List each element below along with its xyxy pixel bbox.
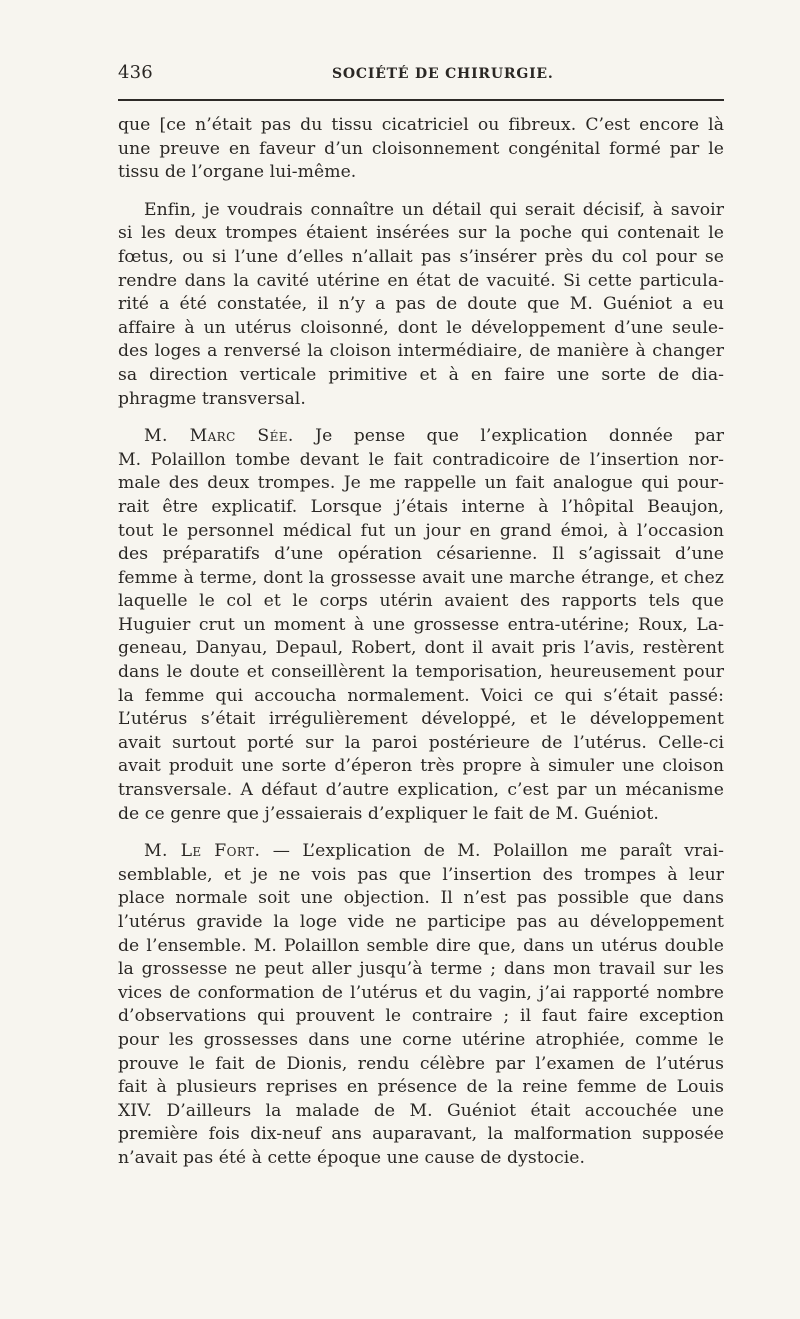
running-head: SOCIÉTÉ DE CHIRURGIE. (332, 66, 554, 82)
paragraph-line: fait à plusieurs reprises en présence de la reine femme de Louis (118, 1077, 724, 1098)
paragraph-line: de ce genre que j’essaierais d’expliquer le fait de M. Guéniot. (118, 803, 659, 824)
paragraph-line: avait surtout porté sur la paroi postérieure de l’utérus. Celle-ci (118, 732, 724, 753)
paragraph-line: transversale. A défaut d’autre explication, c’est par un mécanisme (118, 780, 724, 801)
paragraph-4 (118, 840, 724, 1170)
paragraph-line: vices de conformation de l’utérus et du vagin, j’ai rapporté nombre (118, 982, 724, 1003)
paragraph-line: place normale soit une objection. Il n’est pas possible que dans (118, 888, 724, 909)
paragraph-line: sa direction verticale primitive et à en faire une sorte de dia- (118, 364, 724, 385)
paragraph-line: une preuve en faveur d’un cloisonnement congénital formé par le (118, 138, 724, 159)
paragraph-line (118, 425, 724, 449)
paragraph-line: avait produit une sorte d’éperon très propre à simuler une cloison (118, 756, 724, 777)
speaker-text: Je pense que l’explication donnée par (315, 426, 725, 447)
paragraph-1 (118, 114, 724, 185)
paragraph-line: rité a été constatée, il n’y a pas de doute que M. Guéniot a eu (118, 294, 724, 315)
paragraph-line: prouve le fait de Dionis, rendu célèbre par l’examen de l’utérus (118, 1053, 724, 1074)
page-header (118, 62, 724, 102)
paragraph-line (118, 840, 724, 864)
paragraph-line: rendre dans la cavité utérine en état de vacuité. Si cette particula- (118, 270, 724, 291)
paragraph-line: male des deux trompes. Je me rappelle un fait analogue qui pour- (118, 473, 724, 494)
paragraph-line: phragme transversal. (118, 388, 306, 409)
paragraph-line: la femme qui accoucha normalement. Voici ce qui s’était passé: (118, 685, 724, 706)
paragraph-line: des préparatifs d’une opération césarienne. Il s’agissait d’une (118, 544, 724, 565)
paragraph-line: XIV. D’ailleurs la malade de M. Guéniot était accouchée une (118, 1100, 724, 1121)
paragraph-line: Enfin, je voudrais connaître un détail qui serait décisif, à savoir (144, 199, 724, 220)
paragraph-2 (118, 199, 724, 411)
paragraph-line: que [ce n’était pas du tissu cicatriciel ou fibreux. C’est encore là (118, 115, 724, 135)
paragraph-line: Huguier crut un moment à une grossesse entra-utérine; Roux, La- (118, 614, 724, 635)
paragraph-line: fœtus, ou si l’une d’elles n’allait pas s’insérer près du col pour se (118, 246, 724, 267)
paragraph-line: rait être explicatif. Lorsque j’étais interne à l’hôpital Beaujon, (118, 496, 724, 517)
speaker-text: — L’explication de M. Polaillon me paraît vrai- (272, 841, 724, 862)
paragraph-line: semblable, et je ne vois pas que l’insertion des trompes à leur (118, 864, 724, 885)
paragraph-line: tout le personnel médical fut un jour en grand émoi, à l’occasion (118, 520, 724, 541)
paragraph-line: L’utérus s’était irrégulièrement développé, et le développement (118, 709, 724, 730)
paragraph-line: d’observations qui prouvent le contraire ; il faut faire exception (118, 1006, 724, 1027)
page-number: 436 (118, 62, 153, 83)
paragraph-line: l’utérus gravide la loge vide ne participe pas au développement (118, 912, 724, 932)
page-body (118, 114, 724, 1234)
paragraph-line: M. Polaillon tombe devant le fait contradicoire de l’insertion nor- (118, 449, 724, 470)
header-rule (118, 99, 724, 101)
paragraph-3 (118, 425, 724, 826)
paragraph-line: tissu de l’organe lui-même. (118, 162, 357, 183)
speaker-name: M. Le Fort. (144, 841, 261, 862)
paragraph-line: la grossesse ne peut aller jusqu’à terme ; dans mon travail sur les (118, 959, 724, 980)
paragraph-line: affaire à un utérus cloisonné, dont le développement d’une seule- (118, 317, 724, 338)
paragraph-line: première fois dix-neuf ans auparavant, la malformation supposée (118, 1124, 724, 1145)
paragraph-line: geneau, Danyau, Depaul, Robert, dont il avait pris l’avis, restèrent (118, 638, 724, 659)
paragraph-line: des loges a renversé la cloison intermédiaire, de manière à changer (118, 341, 724, 362)
paragraph-line: de l’ensemble. M. Polaillon semble dire que, dans un utérus double (118, 935, 724, 956)
paragraph-line: femme à terme, dont la grossesse avait une marche étrange, et chez (118, 567, 724, 588)
paragraph-line: si les deux trompes étaient insérées sur la poche qui contenait le (118, 223, 724, 244)
paragraph-line: dans le doute et conseillèrent la temporisation, heureusement pour (118, 662, 724, 683)
speaker-name: M. Marc Sée. (144, 426, 294, 447)
paragraph-line: n’avait pas été à cette époque une cause de dystocie. (118, 1147, 586, 1168)
paragraph-line: laquelle le col et le corps utérin avaient des rapports tels que (118, 591, 724, 612)
paragraph-line: pour les grossesses dans une corne utérine atrophiée, comme le (118, 1029, 724, 1050)
